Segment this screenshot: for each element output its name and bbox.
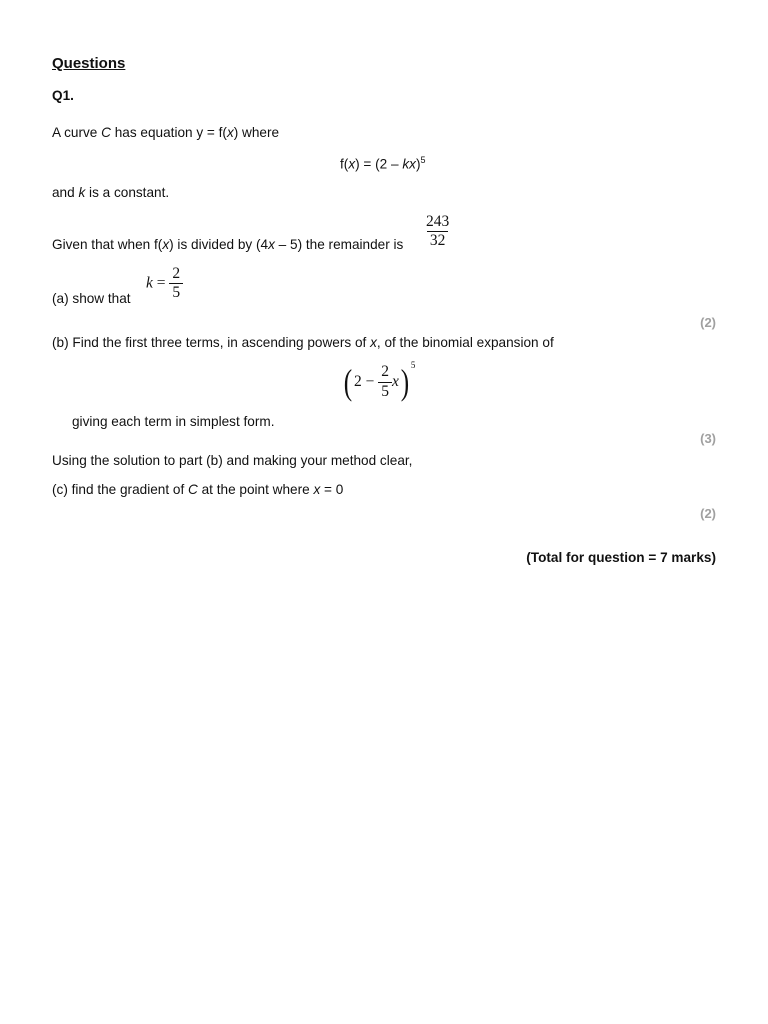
intro-prefix: A curve [52,125,102,140]
eq-close: ) = (2 – [355,156,403,172]
given-middle: ) is divided by (4 [169,237,269,252]
binomial-x: x [392,373,399,390]
part-a-k: k [146,274,153,292]
left-paren: ( [343,362,353,402]
part-c-line [52,482,343,497]
constant-suffix: is a constant. [85,185,170,200]
part-b-suffix: , of the binomial expansion of [376,335,554,350]
total-marks: (Total for question = 7 marks) [526,550,716,565]
remainder-denominator: 32 [427,231,449,249]
part-b-x: x [370,335,377,350]
eq-f: f( [340,156,349,172]
eq-paren: ) [415,156,421,172]
part-a-eq: = [152,274,170,292]
given-suffix: – 5) the remainder is [274,237,404,252]
remainder-numerator: 243 [426,213,450,230]
binomial-exponent: 5 [410,360,416,370]
part-a-numerator: 2 [172,265,181,282]
part-b-marks: (3) [700,431,716,446]
given-prefix: Given that when f( [52,237,163,252]
using-line: Using the solution to part (b) and making your method clear, [52,453,413,468]
given-line [52,237,403,252]
intro-middle: has equation y = f( [110,125,227,140]
remainder-fraction [423,214,452,250]
part-c-marks: (2) [700,506,716,521]
constant-prefix: and [52,185,79,200]
part-a-expression [146,266,183,302]
given-x2: x [268,237,275,252]
eq-x: x [348,156,356,172]
part-c-x: x [313,482,321,497]
part-c-suffix: = 0 [320,482,344,497]
intro-var: x [226,125,234,140]
part-c-curve: C [188,482,198,497]
part-b-followup: giving each term in simplest form. [72,414,275,429]
binomial-left: 2 − [354,373,379,390]
part-c-middle: at the point where [197,482,314,497]
question-number: Q1. [52,88,74,103]
intro-suffix: ) where [233,125,280,140]
intro-line [52,125,279,140]
questions-heading: Questions [52,55,126,72]
part-b-prefix: (b) Find the first three terms, in ascending powers of [52,335,371,350]
binomial-expression [342,360,416,402]
eq-exponent: 5 [420,155,426,165]
constant-k: k [78,185,86,200]
given-x1: x [162,237,170,252]
eq-kx: kx [402,156,416,172]
part-c-prefix: (c) find the gradient of [52,482,189,497]
constant-line [52,185,169,200]
function-equation [340,155,425,172]
intro-curve: C [101,125,111,140]
part-a-marks: (2) [700,315,716,330]
part-a-label: (a) show that [52,291,131,306]
right-paren: ) [400,362,410,402]
part-b-line [52,335,554,350]
binomial-numerator: 2 [381,363,389,381]
part-a-denominator: 5 [169,283,183,301]
binomial-denominator: 5 [378,382,392,400]
